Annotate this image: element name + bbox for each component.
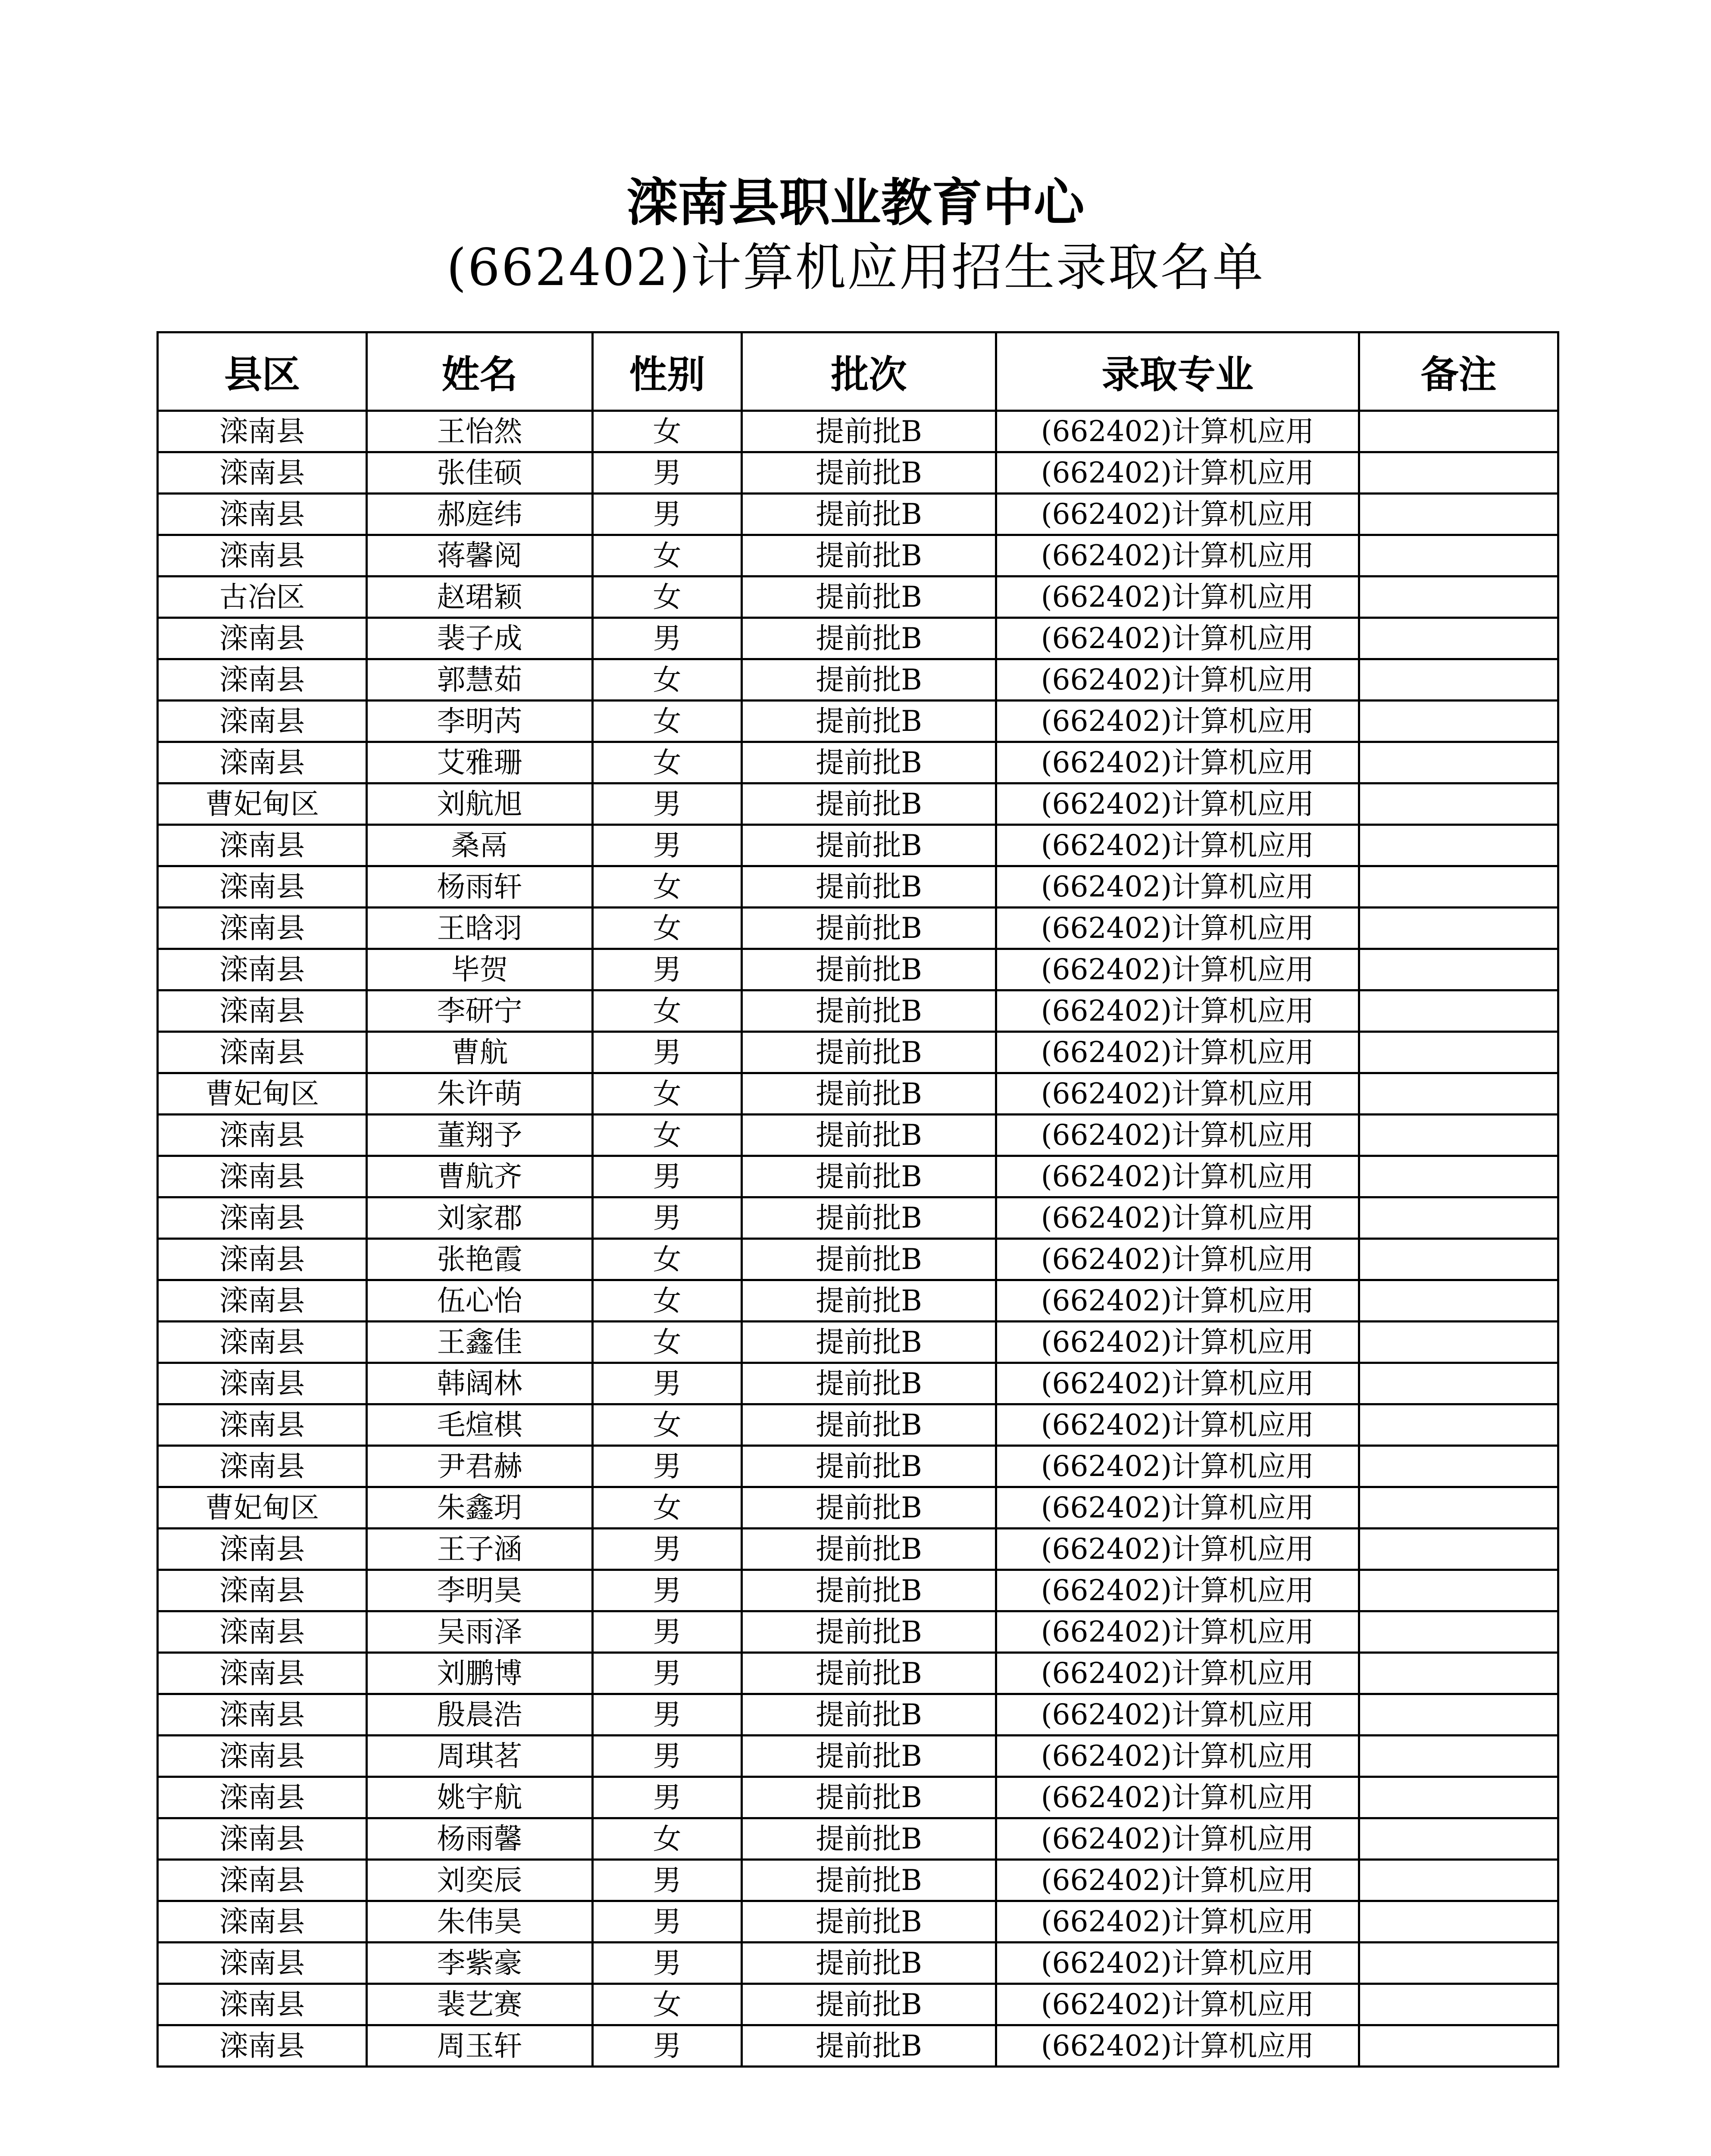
- cell-major: (662402)计算机应用: [996, 659, 1359, 701]
- cell-batch: 提前批B: [742, 1115, 996, 1156]
- header-row: [158, 332, 1558, 411]
- cell-gender: 男: [593, 825, 742, 866]
- cell-gender: 女: [593, 990, 742, 1032]
- cell-gender: 女: [593, 866, 742, 908]
- cell-major: (662402)计算机应用: [996, 825, 1359, 866]
- cell-batch: 提前批B: [742, 494, 996, 535]
- cell-batch: 提前批B: [742, 1984, 996, 2025]
- table-row: [158, 1032, 1558, 1073]
- cell-county: 滦南县: [158, 1404, 367, 1446]
- cell-name: 朱伟昊: [367, 1901, 593, 1943]
- table-row: [158, 742, 1558, 783]
- cell-name: 姚宇航: [367, 1777, 593, 1818]
- cell-gender: 女: [593, 1073, 742, 1115]
- cell-batch: 提前批B: [742, 1818, 996, 1860]
- cell-remarks: [1359, 1860, 1558, 1901]
- cell-remarks: [1359, 742, 1558, 783]
- cell-name: 周琪茗: [367, 1736, 593, 1777]
- cell-name: 刘鹏博: [367, 1653, 593, 1694]
- cell-gender: 男: [593, 783, 742, 825]
- cell-remarks: [1359, 2025, 1558, 2067]
- table-row: [158, 1073, 1558, 1115]
- cell-major: (662402)计算机应用: [996, 1694, 1359, 1736]
- table-row: [158, 1487, 1558, 1529]
- cell-county: 滦南县: [158, 1818, 367, 1860]
- cell-county: 滦南县: [158, 1363, 367, 1404]
- header-batch: 批次: [742, 332, 996, 411]
- cell-name: 伍心怡: [367, 1280, 593, 1322]
- cell-major: (662402)计算机应用: [996, 990, 1359, 1032]
- cell-name: 郝庭纬: [367, 494, 593, 535]
- table-row: [158, 1694, 1558, 1736]
- cell-batch: 提前批B: [742, 1570, 996, 1611]
- cell-remarks: [1359, 1032, 1558, 1073]
- cell-gender: 女: [593, 535, 742, 577]
- header-county: 县区: [158, 332, 367, 411]
- cell-remarks: [1359, 1487, 1558, 1529]
- cell-major: (662402)计算机应用: [996, 949, 1359, 990]
- cell-batch: 提前批B: [742, 1860, 996, 1901]
- cell-remarks: [1359, 411, 1558, 452]
- cell-name: 杨雨轩: [367, 866, 593, 908]
- cell-county: 滦南县: [158, 1653, 367, 1694]
- cell-major: (662402)计算机应用: [996, 1570, 1359, 1611]
- cell-major: (662402)计算机应用: [996, 618, 1359, 659]
- cell-remarks: [1359, 452, 1558, 494]
- cell-batch: 提前批B: [742, 2025, 996, 2067]
- table-row: [158, 494, 1558, 535]
- header-gender: 性别: [593, 332, 742, 411]
- cell-batch: 提前批B: [742, 1404, 996, 1446]
- cell-name: 刘家郡: [367, 1197, 593, 1239]
- header-remarks: 备注: [1359, 332, 1558, 411]
- document-title: [0, 170, 1711, 300]
- cell-major: (662402)计算机应用: [996, 452, 1359, 494]
- admission-table: [156, 331, 1559, 2068]
- cell-name: 张艳霞: [367, 1239, 593, 1280]
- cell-remarks: [1359, 990, 1558, 1032]
- cell-name: 朱许萌: [367, 1073, 593, 1115]
- cell-gender: 男: [593, 618, 742, 659]
- cell-batch: 提前批B: [742, 1363, 996, 1404]
- cell-batch: 提前批B: [742, 1280, 996, 1322]
- cell-gender: 男: [593, 1901, 742, 1943]
- cell-gender: 男: [593, 452, 742, 494]
- table-row: [158, 1777, 1558, 1818]
- cell-county: 滦南县: [158, 2025, 367, 2067]
- cell-batch: 提前批B: [742, 1487, 996, 1529]
- cell-name: 蒋馨阅: [367, 535, 593, 577]
- cell-batch: 提前批B: [742, 1736, 996, 1777]
- cell-major: (662402)计算机应用: [996, 1984, 1359, 2025]
- cell-gender: 男: [593, 1943, 742, 1984]
- cell-county: 滦南县: [158, 1239, 367, 1280]
- cell-remarks: [1359, 1736, 1558, 1777]
- cell-county: 滦南县: [158, 1115, 367, 1156]
- cell-name: 韩阔林: [367, 1363, 593, 1404]
- cell-county: 滦南县: [158, 1032, 367, 1073]
- cell-gender: 男: [593, 2025, 742, 2067]
- cell-county: 滦南县: [158, 701, 367, 742]
- cell-name: 李紫豪: [367, 1943, 593, 1984]
- cell-remarks: [1359, 1404, 1558, 1446]
- cell-county: 滦南县: [158, 411, 367, 452]
- cell-name: 吴雨泽: [367, 1611, 593, 1653]
- cell-batch: 提前批B: [742, 908, 996, 949]
- cell-gender: 女: [593, 1487, 742, 1529]
- cell-remarks: [1359, 949, 1558, 990]
- table-row: [158, 1115, 1558, 1156]
- table-row: [158, 783, 1558, 825]
- cell-remarks: [1359, 1239, 1558, 1280]
- cell-major: (662402)计算机应用: [996, 494, 1359, 535]
- cell-name: 赵珺颖: [367, 577, 593, 618]
- cell-major: (662402)计算机应用: [996, 411, 1359, 452]
- title-roster: (662402)计算机应用招生录取名单: [446, 238, 1265, 297]
- table-row: [158, 1404, 1558, 1446]
- cell-county: 滦南县: [158, 452, 367, 494]
- cell-county: 滦南县: [158, 1280, 367, 1322]
- cell-county: 滦南县: [158, 1901, 367, 1943]
- cell-remarks: [1359, 1611, 1558, 1653]
- cell-major: (662402)计算机应用: [996, 1901, 1359, 1943]
- cell-name: 朱鑫玥: [367, 1487, 593, 1529]
- cell-county: 滦南县: [158, 866, 367, 908]
- cell-major: (662402)计算机应用: [996, 1280, 1359, 1322]
- cell-gender: 女: [593, 908, 742, 949]
- cell-gender: 女: [593, 701, 742, 742]
- cell-county: 古冶区: [158, 577, 367, 618]
- cell-major: (662402)计算机应用: [996, 1529, 1359, 1570]
- table-row: [158, 2025, 1558, 2067]
- cell-batch: 提前批B: [742, 1032, 996, 1073]
- cell-name: 艾雅珊: [367, 742, 593, 783]
- cell-batch: 提前批B: [742, 1943, 996, 1984]
- cell-remarks: [1359, 1818, 1558, 1860]
- table-row: [158, 535, 1558, 577]
- table-row: [158, 1363, 1558, 1404]
- title-school: 滦南县职业教育中心: [626, 172, 1085, 232]
- cell-gender: 男: [593, 1777, 742, 1818]
- cell-remarks: [1359, 908, 1558, 949]
- cell-county: 滦南县: [158, 1529, 367, 1570]
- cell-remarks: [1359, 1322, 1558, 1363]
- cell-batch: 提前批B: [742, 1197, 996, 1239]
- cell-batch: 提前批B: [742, 452, 996, 494]
- cell-batch: 提前批B: [742, 1156, 996, 1197]
- cell-batch: 提前批B: [742, 949, 996, 990]
- cell-name: 刘航旭: [367, 783, 593, 825]
- cell-major: (662402)计算机应用: [996, 1115, 1359, 1156]
- cell-major: (662402)计算机应用: [996, 1736, 1359, 1777]
- cell-name: 桑鬲: [367, 825, 593, 866]
- cell-county: 滦南县: [158, 618, 367, 659]
- table-row: [158, 1901, 1558, 1943]
- cell-remarks: [1359, 1363, 1558, 1404]
- cell-county: 滦南县: [158, 908, 367, 949]
- table-row: [158, 1239, 1558, 1280]
- cell-remarks: [1359, 701, 1558, 742]
- table-row: [158, 411, 1558, 452]
- cell-remarks: [1359, 1115, 1558, 1156]
- cell-batch: 提前批B: [742, 1073, 996, 1115]
- cell-name: 殷晨浩: [367, 1694, 593, 1736]
- table-row: [158, 908, 1558, 949]
- cell-remarks: [1359, 866, 1558, 908]
- cell-name: 王晗羽: [367, 908, 593, 949]
- table-row: [158, 825, 1558, 866]
- cell-major: (662402)计算机应用: [996, 1611, 1359, 1653]
- cell-remarks: [1359, 1280, 1558, 1322]
- cell-county: 曹妃甸区: [158, 1487, 367, 1529]
- cell-major: (662402)计算机应用: [996, 783, 1359, 825]
- cell-batch: 提前批B: [742, 659, 996, 701]
- cell-major: (662402)计算机应用: [996, 1322, 1359, 1363]
- cell-batch: 提前批B: [742, 990, 996, 1032]
- cell-remarks: [1359, 1197, 1558, 1239]
- cell-batch: 提前批B: [742, 1611, 996, 1653]
- cell-county: 滦南县: [158, 535, 367, 577]
- cell-batch: 提前批B: [742, 742, 996, 783]
- cell-name: 裴子成: [367, 618, 593, 659]
- cell-county: 滦南县: [158, 1570, 367, 1611]
- cell-gender: 男: [593, 1363, 742, 1404]
- cell-remarks: [1359, 494, 1558, 535]
- cell-remarks: [1359, 1901, 1558, 1943]
- cell-batch: 提前批B: [742, 701, 996, 742]
- cell-remarks: [1359, 825, 1558, 866]
- cell-county: 滦南县: [158, 990, 367, 1032]
- cell-major: (662402)计算机应用: [996, 577, 1359, 618]
- cell-county: 滦南县: [158, 659, 367, 701]
- cell-batch: 提前批B: [742, 1529, 996, 1570]
- cell-gender: 男: [593, 1529, 742, 1570]
- cell-remarks: [1359, 1073, 1558, 1115]
- cell-gender: 女: [593, 1984, 742, 2025]
- table-row: [158, 452, 1558, 494]
- cell-county: 曹妃甸区: [158, 783, 367, 825]
- cell-major: (662402)计算机应用: [996, 1446, 1359, 1487]
- cell-remarks: [1359, 1446, 1558, 1487]
- cell-major: (662402)计算机应用: [996, 1487, 1359, 1529]
- cell-remarks: [1359, 1694, 1558, 1736]
- cell-gender: 男: [593, 1736, 742, 1777]
- cell-batch: 提前批B: [742, 1901, 996, 1943]
- cell-name: 曹航: [367, 1032, 593, 1073]
- cell-gender: 女: [593, 742, 742, 783]
- cell-county: 滦南县: [158, 1611, 367, 1653]
- cell-batch: 提前批B: [742, 1322, 996, 1363]
- table-row: [158, 659, 1558, 701]
- cell-name: 毕贺: [367, 949, 593, 990]
- cell-county: 滦南县: [158, 1322, 367, 1363]
- cell-name: 王子涵: [367, 1529, 593, 1570]
- cell-major: (662402)计算机应用: [996, 2025, 1359, 2067]
- cell-major: (662402)计算机应用: [996, 1777, 1359, 1818]
- cell-county: 滦南县: [158, 1777, 367, 1818]
- cell-county: 滦南县: [158, 1860, 367, 1901]
- cell-name: 李明昊: [367, 1570, 593, 1611]
- cell-county: 滦南县: [158, 742, 367, 783]
- table-row: [158, 1197, 1558, 1239]
- table-row: [158, 1322, 1558, 1363]
- cell-remarks: [1359, 659, 1558, 701]
- cell-batch: 提前批B: [742, 1694, 996, 1736]
- cell-name: 毛煊棋: [367, 1404, 593, 1446]
- table-row: [158, 1570, 1558, 1611]
- cell-name: 郭慧茹: [367, 659, 593, 701]
- cell-gender: 男: [593, 1860, 742, 1901]
- header-major: 录取专业: [996, 332, 1359, 411]
- cell-remarks: [1359, 618, 1558, 659]
- cell-major: (662402)计算机应用: [996, 1197, 1359, 1239]
- table-row: [158, 1984, 1558, 2025]
- cell-batch: 提前批B: [742, 411, 996, 452]
- cell-name: 尹君赫: [367, 1446, 593, 1487]
- cell-gender: 女: [593, 411, 742, 452]
- cell-batch: 提前批B: [742, 535, 996, 577]
- cell-batch: 提前批B: [742, 618, 996, 659]
- table-row: [158, 1529, 1558, 1570]
- cell-major: (662402)计算机应用: [996, 866, 1359, 908]
- cell-county: 滦南县: [158, 494, 367, 535]
- table-row: [158, 1611, 1558, 1653]
- table-row: [158, 1446, 1558, 1487]
- table-row: [158, 618, 1558, 659]
- cell-gender: 女: [593, 577, 742, 618]
- cell-batch: 提前批B: [742, 1446, 996, 1487]
- cell-major: (662402)计算机应用: [996, 1032, 1359, 1073]
- table-row: [158, 866, 1558, 908]
- cell-name: 周玉轩: [367, 2025, 593, 2067]
- table-row: [158, 990, 1558, 1032]
- cell-major: (662402)计算机应用: [996, 1404, 1359, 1446]
- cell-gender: 男: [593, 1653, 742, 1694]
- cell-name: 张佳硕: [367, 452, 593, 494]
- cell-remarks: [1359, 1156, 1558, 1197]
- table-body: [158, 411, 1558, 2067]
- cell-name: 刘奕辰: [367, 1860, 593, 1901]
- cell-gender: 男: [593, 1446, 742, 1487]
- cell-remarks: [1359, 1984, 1558, 2025]
- cell-batch: 提前批B: [742, 866, 996, 908]
- cell-county: 曹妃甸区: [158, 1073, 367, 1115]
- cell-remarks: [1359, 535, 1558, 577]
- cell-name: 李研宁: [367, 990, 593, 1032]
- cell-batch: 提前批B: [742, 1653, 996, 1694]
- cell-major: (662402)计算机应用: [996, 742, 1359, 783]
- cell-gender: 男: [593, 1694, 742, 1736]
- table-row: [158, 1818, 1558, 1860]
- table-row: [158, 577, 1558, 618]
- cell-major: (662402)计算机应用: [996, 1653, 1359, 1694]
- cell-gender: 女: [593, 1280, 742, 1322]
- cell-gender: 女: [593, 1115, 742, 1156]
- cell-gender: 男: [593, 494, 742, 535]
- table-row: [158, 701, 1558, 742]
- table-row: [158, 1860, 1558, 1901]
- cell-batch: 提前批B: [742, 825, 996, 866]
- cell-remarks: [1359, 1943, 1558, 1984]
- cell-gender: 男: [593, 1197, 742, 1239]
- cell-county: 滦南县: [158, 1446, 367, 1487]
- cell-county: 滦南县: [158, 1736, 367, 1777]
- cell-batch: 提前批B: [742, 783, 996, 825]
- cell-gender: 女: [593, 1322, 742, 1363]
- cell-gender: 男: [593, 949, 742, 990]
- cell-name: 王鑫佳: [367, 1322, 593, 1363]
- cell-batch: 提前批B: [742, 577, 996, 618]
- cell-county: 滦南县: [158, 1694, 367, 1736]
- table-row: [158, 1280, 1558, 1322]
- cell-remarks: [1359, 1777, 1558, 1818]
- cell-remarks: [1359, 1529, 1558, 1570]
- cell-major: (662402)计算机应用: [996, 1239, 1359, 1280]
- cell-major: (662402)计算机应用: [996, 1860, 1359, 1901]
- cell-batch: 提前批B: [742, 1777, 996, 1818]
- cell-gender: 女: [593, 1818, 742, 1860]
- cell-remarks: [1359, 1570, 1558, 1611]
- cell-gender: 男: [593, 1570, 742, 1611]
- cell-county: 滦南县: [158, 949, 367, 990]
- cell-major: (662402)计算机应用: [996, 1818, 1359, 1860]
- cell-county: 滦南县: [158, 1156, 367, 1197]
- table-row: [158, 1736, 1558, 1777]
- cell-name: 裴艺赛: [367, 1984, 593, 2025]
- cell-gender: 男: [593, 1032, 742, 1073]
- cell-major: (662402)计算机应用: [996, 908, 1359, 949]
- cell-gender: 男: [593, 1611, 742, 1653]
- cell-name: 曹航齐: [367, 1156, 593, 1197]
- cell-gender: 女: [593, 1239, 742, 1280]
- cell-batch: 提前批B: [742, 1239, 996, 1280]
- table-row: [158, 1943, 1558, 1984]
- cell-county: 滦南县: [158, 1197, 367, 1239]
- cell-remarks: [1359, 1653, 1558, 1694]
- cell-gender: 女: [593, 1404, 742, 1446]
- cell-gender: 男: [593, 1156, 742, 1197]
- cell-major: (662402)计算机应用: [996, 701, 1359, 742]
- cell-major: (662402)计算机应用: [996, 535, 1359, 577]
- cell-county: 滦南县: [158, 1984, 367, 2025]
- table-row: [158, 949, 1558, 990]
- cell-county: 滦南县: [158, 1943, 367, 1984]
- cell-name: 董翔予: [367, 1115, 593, 1156]
- cell-major: (662402)计算机应用: [996, 1073, 1359, 1115]
- cell-gender: 女: [593, 659, 742, 701]
- cell-name: 王怡然: [367, 411, 593, 452]
- cell-major: (662402)计算机应用: [996, 1943, 1359, 1984]
- cell-name: 李明芮: [367, 701, 593, 742]
- table-row: [158, 1653, 1558, 1694]
- cell-county: 滦南县: [158, 825, 367, 866]
- cell-major: (662402)计算机应用: [996, 1363, 1359, 1404]
- header-name: 姓名: [367, 332, 593, 411]
- cell-name: 杨雨馨: [367, 1818, 593, 1860]
- cell-remarks: [1359, 783, 1558, 825]
- cell-remarks: [1359, 577, 1558, 618]
- table-row: [158, 1156, 1558, 1197]
- cell-major: (662402)计算机应用: [996, 1156, 1359, 1197]
